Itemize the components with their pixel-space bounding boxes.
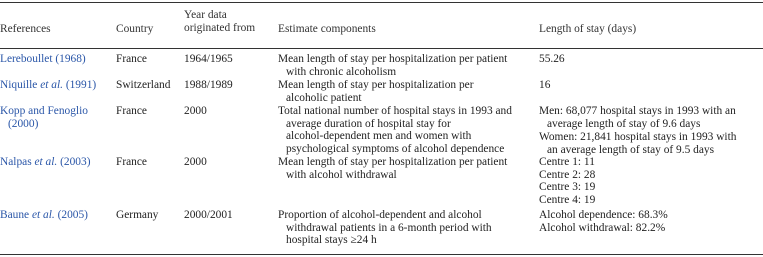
table-top-rule [0,2,763,3]
reference-link[interactable]: Kopp and Fenoglio [0,105,88,117]
table-cell-country: France [116,156,147,168]
table-bottom-rule [0,254,763,255]
table-cell-year: 1964/1965 [184,53,233,65]
table-cell-length: an average length of stay of 9.5 days [547,143,715,156]
table-cell-country: France [116,105,147,117]
table-cell-estimate-line: Mean length of stay per hospitalization per patient [278,156,508,168]
table-header-rule [0,48,763,49]
table-cell-length: Centre 1: 11 [539,156,595,168]
table-cell-country: Germany [116,209,159,221]
table-cell-estimate-line: average duration of hospital stay for [286,117,451,130]
table-cell-length: Alcohol withdrawal: 82.2% [539,221,666,234]
table-cell-length: Centre 2: 28 [539,168,596,181]
table-cell-estimate-line: withdrawal patients in a 6-month period with [286,221,492,234]
table-cell-estimate-line: hospital stays ≥24 h [286,234,377,247]
table-cell-length: 16 [539,79,551,91]
table-cell-length: Men: 68,077 hospital stays in 1993 with an [539,105,736,117]
reference-link[interactable]: Nalpas [0,156,32,168]
reference-year[interactable]: (2000) [8,117,39,130]
table-cell-year: 1988/1989 [184,79,233,91]
reference-link[interactable]: Baune [0,209,30,221]
table-cell-estimate-line: Mean length of stay per hospitalization per [278,79,474,91]
reference-year[interactable]: (2003) [57,156,91,168]
table-cell-estimate-line: with alcohol withdrawal [286,168,397,181]
header-length-of-stay: Length of stay (days) [539,23,637,35]
header-country: Country [116,23,154,35]
table-cell-length: Centre 4: 19 [539,193,596,206]
table-cell-estimate-line: with chronic alcoholism [286,65,397,78]
table-row-reference[interactable] [0,209,88,222]
table-cell-length: Alcohol dependence: 68.3% [539,209,668,221]
table-cell-year: 2000 [184,156,207,168]
reference-link[interactable]: Niquille [0,79,38,91]
reference-etal[interactable]: et al. [37,79,63,91]
table-cell-length: 55.26 [539,53,565,65]
table-cell-estimate-line: Proportion of alcohol-dependent and alcohol [278,209,482,221]
header-year-line1: Year data [184,9,227,21]
table-cell-estimate-line: alcoholic patient [286,91,362,104]
table-row-reference[interactable] [0,53,86,66]
table-cell-estimate-line: Mean length of stay per hospitalization per patient [278,53,508,65]
table-cell-length: Women: 21,841 hospital stays in 1993 with [539,131,737,144]
table-cell-year: 2000 [184,105,207,117]
table-cell-year: 2000/2001 [184,209,233,221]
reference-year[interactable]: (1968) [52,53,86,65]
header-references: References [0,23,51,35]
reference-year[interactable]: (1991) [62,79,97,91]
reference-etal[interactable]: et al. [29,209,55,221]
table-cell-length: Centre 3: 19 [539,181,596,194]
reference-year[interactable]: (2005) [54,209,88,221]
reference-etal[interactable]: et al. [31,156,58,168]
table-cell-length: average length of stay of 9.6 days [547,117,701,130]
table-row-reference[interactable] [0,156,90,169]
table-cell-country: France [116,53,147,65]
table-cell-country: Switzerland [116,79,171,91]
reference-link[interactable]: Lereboullet [0,53,53,65]
header-year-line2: originated from [184,21,256,34]
header-estimate-components: Estimate components [278,23,376,35]
table-cell-estimate-line: Total national number of hospital stays in 1993 and [278,105,512,117]
table-row-reference[interactable] [0,79,96,92]
table-cell-estimate-line: psychological symptoms of alcohol dependence [286,142,505,155]
table-cell-estimate-line: alcohol-dependent men and women with [286,130,472,143]
